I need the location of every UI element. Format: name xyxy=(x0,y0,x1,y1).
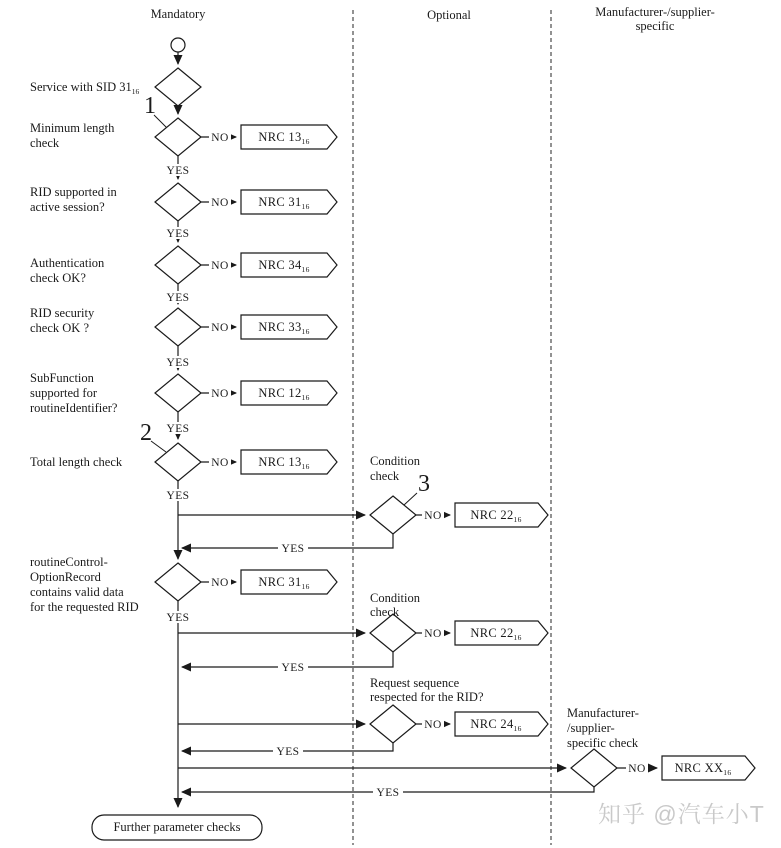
nrc-text-ridsupported: NRC $31_{16}$ xyxy=(258,195,310,211)
nrc-text-manufacturer: NRC $XX_{16}$ xyxy=(674,761,732,777)
nrc-text-minlength: NRC $13_{16}$ xyxy=(258,130,310,146)
decision-condition-check-2 xyxy=(370,614,416,652)
no-label-manufacturer: NO xyxy=(628,763,646,775)
callout-line-3 xyxy=(404,493,417,505)
decision-rid-security xyxy=(155,308,201,346)
no-label-requestsequence: NO xyxy=(424,719,442,731)
yes-label-subfunction: YES xyxy=(166,423,190,435)
label-rid-supported-2: active session? xyxy=(30,200,105,214)
label-subfunction-2: supported for xyxy=(30,386,97,400)
label-condition-check1-1: Condition xyxy=(370,454,421,468)
lane-header-mandatory: Mandatory xyxy=(150,7,206,21)
lane-header-optional: Optional xyxy=(427,8,471,22)
terminal-label: Further parameter checks xyxy=(113,820,241,834)
nrc-text-routinecontrol: NRC $31_{16}$ xyxy=(258,575,310,591)
decision-rid-supported xyxy=(155,183,201,221)
lane-header-manufacturer-line1: Manufacturer-/supplier- xyxy=(595,5,715,19)
yes-label-routinecontrol: YES xyxy=(166,612,190,624)
label-routine-control-4: for the requested RID xyxy=(30,600,139,614)
no-label-condition2: NO xyxy=(424,628,442,640)
label-condition-check2-2: check xyxy=(370,605,400,619)
no-label-subfunction: NO xyxy=(211,388,229,400)
label-authentication-2: check OK? xyxy=(30,271,86,285)
decision-manufacturer-check xyxy=(571,749,617,787)
label-routine-control-2: OptionRecord xyxy=(30,570,101,584)
decision-request-sequence xyxy=(370,705,416,743)
label-rid-security-2: check OK ? xyxy=(30,321,89,335)
label-request-sequence-1: Request sequence xyxy=(370,676,460,690)
label-subfunction-1: SubFunction xyxy=(30,371,94,385)
watermark: 知乎 @汽车小T xyxy=(598,801,765,827)
no-label-minlength: NO xyxy=(211,132,229,144)
nrc-text-auth: NRC $34_{16}$ xyxy=(258,258,310,274)
decision-authentication xyxy=(155,246,201,284)
label-condition-check2-1: Condition xyxy=(370,591,421,605)
no-label-routinecontrol: NO xyxy=(211,577,229,589)
nrc-text-condition2: NRC $22_{16}$ xyxy=(470,626,522,642)
no-label-totallength: NO xyxy=(211,457,229,469)
label-manufacturer-check-3: specific check xyxy=(567,736,639,750)
yes-label-return-manufacturer: YES xyxy=(376,787,400,799)
lane-header-manufacturer-line2: specific xyxy=(635,19,675,33)
label-request-sequence-2: respected for the RID? xyxy=(370,690,484,704)
yes-label-ridsupported: YES xyxy=(166,228,190,240)
label-condition-check1-2: check xyxy=(370,469,400,483)
decision-subfunction xyxy=(155,374,201,412)
yes-label-return-condition1: YES xyxy=(281,543,305,555)
label-rid-supported-1: RID supported in xyxy=(30,185,117,199)
no-label-condition1: NO xyxy=(424,510,442,522)
decision-condition-check-1 xyxy=(370,496,416,534)
nrc-text-totallength: NRC $13_{16}$ xyxy=(258,455,310,471)
annotation-3: 3 xyxy=(418,471,430,497)
label-manufacturer-check-2: /supplier- xyxy=(567,721,615,735)
no-label-ridsecurity: NO xyxy=(211,322,229,334)
yes-label-minlength: YES xyxy=(166,165,190,177)
yes-label-return-requestsequence: YES xyxy=(276,746,300,758)
label-min-length-1: Minimum length xyxy=(30,121,115,135)
nrc-text-requestsequence: NRC $24_{16}$ xyxy=(470,717,522,733)
nrc-text-ridsecurity: NRC $33_{16}$ xyxy=(258,320,310,336)
label-subfunction-3: routineIdentifier? xyxy=(30,401,118,415)
label-routine-control-3: contains valid data xyxy=(30,585,124,599)
start-node xyxy=(171,38,185,52)
annotation-1: 1 xyxy=(144,93,156,119)
yes-label-return-condition2: YES xyxy=(281,662,305,674)
label-manufacturer-check-1: Manufacturer- xyxy=(567,706,639,720)
label-authentication-1: Authentication xyxy=(30,256,105,270)
label-total-length: Total length check xyxy=(30,455,123,469)
nrc-text-condition1: NRC $22_{16}$ xyxy=(470,508,522,524)
decision-routine-control xyxy=(155,563,201,601)
label-routine-control-1: routineControl- xyxy=(30,555,108,569)
label-min-length-2: check xyxy=(30,136,60,150)
callout-line-2 xyxy=(151,441,166,452)
no-label-ridsupported: NO xyxy=(211,197,229,209)
no-label-auth: NO xyxy=(211,260,229,272)
decision-min-length xyxy=(155,118,201,156)
yes-label-auth: YES xyxy=(166,292,190,304)
decision-service-sid xyxy=(155,68,201,106)
yes-label-totallength: YES xyxy=(166,490,190,502)
annotation-2: 2 xyxy=(140,420,152,446)
nrc-text-subfunction: NRC $12_{16}$ xyxy=(258,386,310,402)
yes-label-ridsecurity: YES xyxy=(166,357,190,369)
label-rid-security-1: RID security xyxy=(30,306,95,320)
label-service-sid: Service with SID $31_{16}$ xyxy=(30,80,140,96)
